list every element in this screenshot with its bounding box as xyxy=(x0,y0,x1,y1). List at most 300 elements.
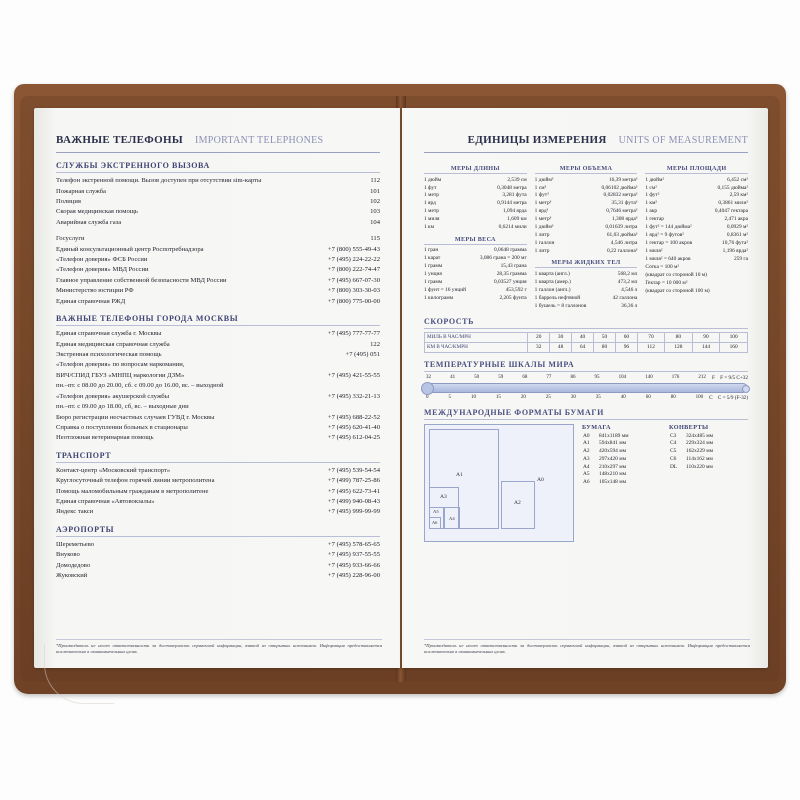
row-value: 4,546 л xyxy=(621,286,638,293)
section-rule-emergency xyxy=(56,172,380,173)
speed-cell: 30 xyxy=(550,333,572,343)
row-key: A5 xyxy=(583,471,590,478)
row-label: Главное управление собственной безопасности МВД России xyxy=(56,276,227,284)
row-label: Пожарная служба xyxy=(56,187,106,195)
tick: 176 xyxy=(671,375,680,381)
speed-cell: 40 xyxy=(572,333,594,343)
table-row xyxy=(645,192,748,200)
row-value: 324x485 мм xyxy=(686,432,714,439)
row-value: 114x162 мм xyxy=(686,455,713,462)
row-value: 0,3048 метра xyxy=(497,184,527,191)
table-row xyxy=(56,276,380,286)
row-key: 1 метр xyxy=(424,192,439,199)
table-row xyxy=(56,176,380,186)
row-value: 16,39 метра³ xyxy=(608,176,638,183)
row-value: +7 (495) 622-73-41 xyxy=(327,487,380,495)
row-value: +7 (499) 940-08-43 xyxy=(327,498,380,506)
table-row xyxy=(669,463,748,471)
row-value: 3,281 фута xyxy=(502,192,527,199)
row-value: 0,6214 мили xyxy=(498,224,527,231)
row-key: 1 дюйм³ xyxy=(534,176,554,183)
moscow-table xyxy=(56,329,380,444)
row-key: (квадрат со стороной 10 м) xyxy=(645,271,707,278)
table-row xyxy=(56,433,380,443)
speed-cell: 64 xyxy=(572,342,594,352)
block-title-length: МЕРЫ ДЛИНЫ xyxy=(450,165,500,172)
table-row xyxy=(535,294,638,302)
table-row xyxy=(645,208,748,216)
row-value: +7 (495) 937-55-55 xyxy=(327,551,380,559)
row-key: (квадрат со стороной 100 м) xyxy=(645,287,710,294)
row-value xyxy=(297,402,380,412)
paper-box-label-a0: A0 xyxy=(537,476,544,483)
row-value: +7 (495) 620-41-40 xyxy=(327,423,380,431)
row-key: 1 фут xyxy=(424,184,437,191)
row-label: Контакт-центр «Московский транспорт» xyxy=(56,466,171,474)
row-label: Аварийная служба газа xyxy=(56,218,122,226)
row-key: A4 xyxy=(583,463,590,470)
block-title-area: МЕРЫ ПЛОЩАДИ xyxy=(666,165,727,172)
volume-table xyxy=(535,176,638,255)
table-row xyxy=(425,342,748,352)
row-value: 0,3861 мили² xyxy=(718,200,749,207)
row-value: +7 (495) 999-99-99 xyxy=(327,508,380,516)
row-value: +7 (495) 051 xyxy=(345,351,380,358)
section-rule-moscow xyxy=(56,325,380,326)
right-footnote: *Производитель не несет ответственности за достоверность справочной информации, взятой из открытых источников. Информация предоставляется исключительно в ознакомительных целях. xyxy=(424,639,750,656)
row-label: Полиция xyxy=(56,197,81,205)
table-row xyxy=(424,216,527,224)
row-label: Единая справочная служба г. Москвы xyxy=(56,330,162,338)
row-value: +7 (495) 224-22-22 xyxy=(327,256,380,264)
fahrenheit-label xyxy=(712,375,748,381)
tick: 104 xyxy=(618,375,627,381)
row-value: 453,592 г xyxy=(505,286,527,293)
envelope-sizes-table-wrap xyxy=(669,424,748,542)
envelope-sizes-table xyxy=(669,432,748,471)
speed-cell: 70 xyxy=(637,333,664,343)
table-row xyxy=(535,247,638,255)
table-row xyxy=(535,184,638,192)
table-row xyxy=(424,270,527,278)
speed-cell: 20 xyxy=(528,333,550,343)
table-row xyxy=(56,550,380,560)
table-row xyxy=(645,184,748,192)
envelope-sizes-header: КОНВЕРТЫ xyxy=(669,423,709,431)
table-row xyxy=(582,455,661,463)
row-key: 1 грамм xyxy=(424,263,443,270)
row-value: 0,02832 метра³ xyxy=(603,192,638,199)
row-key: 1 акр xyxy=(645,208,658,215)
fahrenheit-symbol: F xyxy=(712,374,715,381)
section-title-transport: ТРАНСПОРТ xyxy=(56,450,112,460)
block-title-liquid: МЕРЫ ЖИДКИХ ТЕЛ xyxy=(551,259,621,267)
left-page xyxy=(34,108,400,668)
liquid-table xyxy=(535,270,638,310)
thermometer-tip-icon xyxy=(742,385,750,393)
fahrenheit-formula: F = 9/5 C+32 xyxy=(720,374,748,381)
paper-sizes-header: БУМАГА xyxy=(582,423,611,431)
paper-box-a6 xyxy=(429,517,441,529)
paper-box-label-a6: A6 xyxy=(432,519,438,525)
temperature-title: ТЕМПЕРАТУРНЫЕ ШКАЛЫ МИРА xyxy=(424,359,575,369)
section-rule-transport xyxy=(56,462,380,463)
row-value xyxy=(297,360,380,370)
right-page xyxy=(402,108,768,668)
row-label: Министерство юстиции РФ xyxy=(56,287,134,295)
row-value: 105x148 мм xyxy=(599,479,627,486)
row-value: 2,59 км² xyxy=(729,192,749,199)
table-row xyxy=(582,439,661,447)
row-key: 1 литр xyxy=(534,232,550,239)
row-key: A0 xyxy=(583,432,590,439)
right-page-header xyxy=(424,130,748,148)
row-value xyxy=(713,287,748,295)
row-label: Помощь маломобильным гражданам в метрополитене xyxy=(56,487,209,495)
block-rule-area xyxy=(645,173,748,174)
row-key: 1 дюйм xyxy=(424,176,442,183)
row-value: 210x297 мм xyxy=(599,463,627,470)
table-row xyxy=(535,270,638,278)
row-label: Единая медицинская справочная служба xyxy=(56,340,170,348)
row-key: 1 галлон xyxy=(534,240,555,247)
fahrenheit-scale xyxy=(424,375,708,380)
row-value: 2,205 фунта xyxy=(499,294,527,301)
row-value: 0,03527 унция xyxy=(493,278,527,285)
row-value: +7 (495) 933-66-66 xyxy=(327,561,380,569)
celsius-scale xyxy=(424,395,705,400)
section-title-emergency: СЛУЖБЫ ЭКСТРЕННОГО ВЫЗОВА xyxy=(56,161,210,170)
fahrenheit-row xyxy=(424,375,748,381)
table-row xyxy=(424,255,527,263)
tick: 40 xyxy=(620,395,626,401)
table-row xyxy=(424,224,527,232)
celsius-formula: C = 5/9 (F-32) xyxy=(717,394,748,401)
block-rule-weight xyxy=(424,244,527,245)
tick: 50 xyxy=(474,375,480,381)
table-row xyxy=(645,279,748,287)
table-row xyxy=(582,432,661,440)
row-key: 1 фут³ xyxy=(534,192,549,199)
table-row xyxy=(424,200,527,208)
table-row xyxy=(645,263,748,271)
table-row xyxy=(424,208,527,216)
table-row xyxy=(56,423,380,433)
row-value: 2,539 см xyxy=(507,176,527,183)
emergency-table xyxy=(56,176,380,307)
row-key: Сотка = 100 м² xyxy=(645,263,680,270)
left-header-rule xyxy=(56,152,380,153)
table-row xyxy=(56,476,380,486)
table-row xyxy=(424,247,527,255)
row-value: 0,0648 грамма xyxy=(494,247,527,254)
row-label: Госуслуги xyxy=(56,235,85,243)
right-header-title-ru: ЕДИНИЦЫ ИЗМЕРЕНИЯ xyxy=(467,134,607,146)
row-value: +7 (495) 688-22-52 xyxy=(327,413,380,421)
row-value xyxy=(713,279,748,287)
tick: 77 xyxy=(546,375,552,381)
row-key: 1 метр xyxy=(424,208,439,215)
row-key: 1 ярд³ xyxy=(534,208,549,215)
table-row xyxy=(535,208,638,216)
row-label: ВИЧ/СПИД ГБУЗ «МНПЦ наркологии ДЗМ» xyxy=(56,371,185,379)
table-row xyxy=(56,297,380,307)
row-value xyxy=(297,381,380,391)
block-title-volume: МЕРЫ ОБЪЕМА xyxy=(559,165,613,172)
tick: 68 xyxy=(522,375,528,381)
table-row xyxy=(645,224,748,232)
table-row xyxy=(669,447,748,455)
tick: 95 xyxy=(594,375,600,381)
paper-box-label-a4: A4 xyxy=(449,515,455,521)
row-key: 1 кварта (амер.) xyxy=(534,278,571,285)
units-col-1 xyxy=(424,161,527,310)
table-row xyxy=(56,339,380,349)
page-corner-decoration xyxy=(44,644,114,704)
thermometer-graphic xyxy=(424,383,748,393)
paper-box-label-a2: A2 xyxy=(514,499,521,506)
row-label: Жуковский xyxy=(56,572,88,580)
tick: 35 xyxy=(595,395,601,401)
tick: 30 xyxy=(570,395,576,401)
row-value: +7 (495) 228-96-00 xyxy=(327,572,380,580)
row-value: 0,06102 дюйма³ xyxy=(601,184,638,191)
table-row xyxy=(56,329,380,339)
row-value: 104 xyxy=(370,218,380,226)
row-key: A2 xyxy=(583,448,590,455)
table-row xyxy=(645,271,748,279)
row-label: Круглосуточный телефон горячей линии метрополитена xyxy=(56,477,215,485)
row-key: 1 км² xyxy=(645,200,658,207)
right-header-rule xyxy=(424,152,748,153)
row-key: 1 фут² xyxy=(645,192,660,199)
speed-cell: 90 xyxy=(692,333,720,343)
table-row xyxy=(424,192,527,200)
paper-box-label-a1: A1 xyxy=(456,471,463,478)
speed-cell: 80 xyxy=(594,342,616,352)
row-label: Единая справочная РЖД xyxy=(56,297,126,305)
table-row xyxy=(56,218,380,228)
row-value: 0,155 дюйма² xyxy=(717,184,749,191)
area-table xyxy=(645,176,748,295)
row-value: 162x229 мм xyxy=(686,448,714,455)
left-header-title-ru: ВАЖНЫЕ ТЕЛЕФОНЫ xyxy=(56,134,183,146)
row-value: 0,9144 метра xyxy=(497,200,527,207)
speed-cell: 80 xyxy=(665,333,693,343)
transport-table xyxy=(56,466,380,518)
row-value: 102 xyxy=(370,197,380,205)
table-row xyxy=(645,216,748,224)
row-value: 36,36 л xyxy=(621,302,638,309)
paper-content xyxy=(424,424,748,542)
row-value xyxy=(713,271,748,279)
row-label: «Телефон доверия» акушерской службы xyxy=(56,392,170,400)
tick: 59 xyxy=(498,375,504,381)
paper-title: МЕЖДУНАРОДНЫЕ ФОРМАТЫ БУМАГИ xyxy=(424,407,604,417)
row-value: 4,546 литра xyxy=(610,240,638,247)
table-row xyxy=(535,278,638,286)
block-rule-volume xyxy=(535,173,638,174)
row-value: 841x1189 мм xyxy=(599,432,629,439)
row-label: пн.–пт. с 08.00 до 20.00, сб. с 09.00 до 16.00, вс. – выходной xyxy=(56,382,224,390)
table-row xyxy=(535,200,638,208)
speed-cell: 144 xyxy=(692,342,720,352)
row-value: 1,094 ярда xyxy=(502,208,527,215)
row-label: Скорая медицинская помощь xyxy=(56,208,138,216)
celsius-symbol: C xyxy=(709,394,713,401)
paper-box-a2 xyxy=(501,481,535,529)
row-value: 473,2 мл xyxy=(617,278,638,285)
row-key: 1 гектар xyxy=(645,216,664,223)
table-row xyxy=(56,245,380,255)
airports-table xyxy=(56,540,380,582)
paper-box-label-a3: A3 xyxy=(440,493,447,500)
table-row xyxy=(582,447,661,455)
table-row xyxy=(424,176,527,184)
row-key: 1 миля² xyxy=(645,248,663,255)
row-key: DL xyxy=(670,463,678,470)
row-key: C5 xyxy=(670,448,677,455)
row-value: 0,7646 метра³ xyxy=(606,208,638,215)
row-value: 112 xyxy=(370,177,380,185)
row-key: A6 xyxy=(583,479,590,486)
table-row xyxy=(645,176,748,184)
speed-cell: 128 xyxy=(665,342,693,352)
row-value: +7 (495) 421-55-55 xyxy=(327,371,380,379)
row-value: 101 xyxy=(370,187,380,195)
row-label: Неотложная ветеринарная помощь xyxy=(56,434,154,442)
table-row xyxy=(56,497,380,507)
speed-cell: 32 xyxy=(528,342,550,352)
row-label: Шереметьево xyxy=(56,540,95,548)
tick: 41 xyxy=(450,375,456,381)
table-row xyxy=(669,439,748,447)
row-key: 1 карат xyxy=(424,255,441,262)
row-value: 0,0929 м² xyxy=(726,224,749,231)
table-row xyxy=(56,507,380,517)
tick: 140 xyxy=(645,375,653,381)
table-row xyxy=(56,255,380,265)
row-value: 259 га xyxy=(733,255,749,262)
section-title-moscow: ВАЖНЫЕ ТЕЛЕФОНЫ ГОРОДА МОСКВЫ xyxy=(56,314,239,324)
table-row xyxy=(56,412,380,422)
row-key: 1 баррель нефтяной xyxy=(534,294,581,301)
left-header-title-en: IMPORTANT TELEPHONES xyxy=(194,135,324,146)
row-key: 1 фунт = 16 унций xyxy=(424,286,467,293)
table-row xyxy=(56,466,380,476)
row-label: «Телефон доверия» МВД России xyxy=(56,266,149,274)
row-label: пн.–пт. с 09.00 до 18.00, сб, вс. – выходные дни xyxy=(56,403,189,411)
table-row xyxy=(535,192,638,200)
row-key: 1 см² xyxy=(645,184,657,191)
paper-tables xyxy=(582,424,748,542)
row-value: 15,43 грана xyxy=(500,263,527,270)
tick: 10 xyxy=(470,395,476,401)
row-value: +7 (499) 787-25-86 xyxy=(327,477,380,485)
table-row xyxy=(669,455,748,463)
paper-sizes-table xyxy=(582,432,661,486)
speed-cell: 48 xyxy=(550,342,572,352)
row-value: +7 (495) 578-65-65 xyxy=(327,540,380,548)
tick: 20 xyxy=(520,395,526,401)
speed-cell: 112 xyxy=(637,342,664,352)
row-label: Внуково xyxy=(56,551,80,559)
row-value: 0,8361 м² xyxy=(726,232,749,239)
table-row xyxy=(424,184,527,192)
row-key: C3 xyxy=(670,432,677,439)
row-key: A3 xyxy=(583,455,590,462)
row-label: «Телефон доверия» по вопросам наркомании, xyxy=(56,361,185,369)
table-row xyxy=(56,265,380,275)
table-row xyxy=(56,402,380,412)
row-value: +7 (495) 332-21-13 xyxy=(327,392,380,400)
speed-cell: 60 xyxy=(615,333,637,343)
row-key: 1 метр³ xyxy=(534,200,552,207)
row-label: Экстренная психологическая помощь xyxy=(56,351,162,358)
right-header-title-en: UNITS OF MEASUREMENT xyxy=(618,135,748,146)
row-value: 568,2 мл xyxy=(617,270,638,277)
row-value: +7 (800) 775-00-00 xyxy=(327,297,380,305)
temperature-block xyxy=(424,360,748,401)
row-label: Справка о поступлении больных в стационары xyxy=(56,423,188,431)
row-value: 110x220 мм xyxy=(686,463,713,470)
row-value: 420x594 мм xyxy=(599,448,627,455)
row-value: 148x210 мм xyxy=(599,471,627,478)
tick: 25 xyxy=(545,395,551,401)
speed-row-label: КМ В ЧАС/KMPH xyxy=(425,342,528,352)
tick: 0 xyxy=(426,395,429,401)
row-value: 1,196 ярда² xyxy=(722,248,749,255)
speed-cell: 100 xyxy=(720,333,748,343)
paper-box-a4 xyxy=(444,507,460,529)
row-value: +7 (800) 303-30-03 xyxy=(327,287,380,295)
table-row xyxy=(56,207,380,217)
tick: 80 xyxy=(670,395,676,401)
table-row xyxy=(56,392,380,402)
units-col-2 xyxy=(535,161,638,310)
row-key: 1 ярд² = 9 футов² xyxy=(645,232,684,239)
tick: 5 xyxy=(448,395,451,401)
table-row xyxy=(535,176,638,184)
table-row xyxy=(582,463,661,471)
row-key: 1 гектар = 100 акров xyxy=(645,240,693,247)
weight-table xyxy=(424,247,527,303)
row-key: 1 миля² = 640 акров xyxy=(645,255,691,262)
row-value: 297x420 мм xyxy=(599,455,627,462)
row-value: 6,452 см² xyxy=(727,176,749,183)
speed-cell: 96 xyxy=(615,342,637,352)
row-value: 10,76 фута² xyxy=(722,240,749,247)
row-value: 1,308 ярда³ xyxy=(612,216,638,223)
temperature-rule xyxy=(424,371,748,372)
row-key: 1 грамм xyxy=(424,278,443,285)
row-value xyxy=(713,263,748,271)
row-value: 1,609 км xyxy=(507,216,527,223)
table-row xyxy=(56,286,380,296)
table-row xyxy=(424,278,527,286)
row-key: 1 бушель = 8 галлонов xyxy=(534,302,587,309)
row-key: 1 дюйм² xyxy=(645,176,665,183)
table-row xyxy=(645,247,748,255)
row-value: +7 (495) 667-07-30 xyxy=(327,276,380,284)
table-row xyxy=(669,432,748,440)
length-table xyxy=(424,176,527,232)
row-value: 3,086 грана = 200 мг xyxy=(479,255,527,262)
table-row xyxy=(56,571,380,581)
row-key: 1 км xyxy=(424,224,435,231)
paper-rule xyxy=(424,419,748,420)
table-row xyxy=(56,487,380,497)
